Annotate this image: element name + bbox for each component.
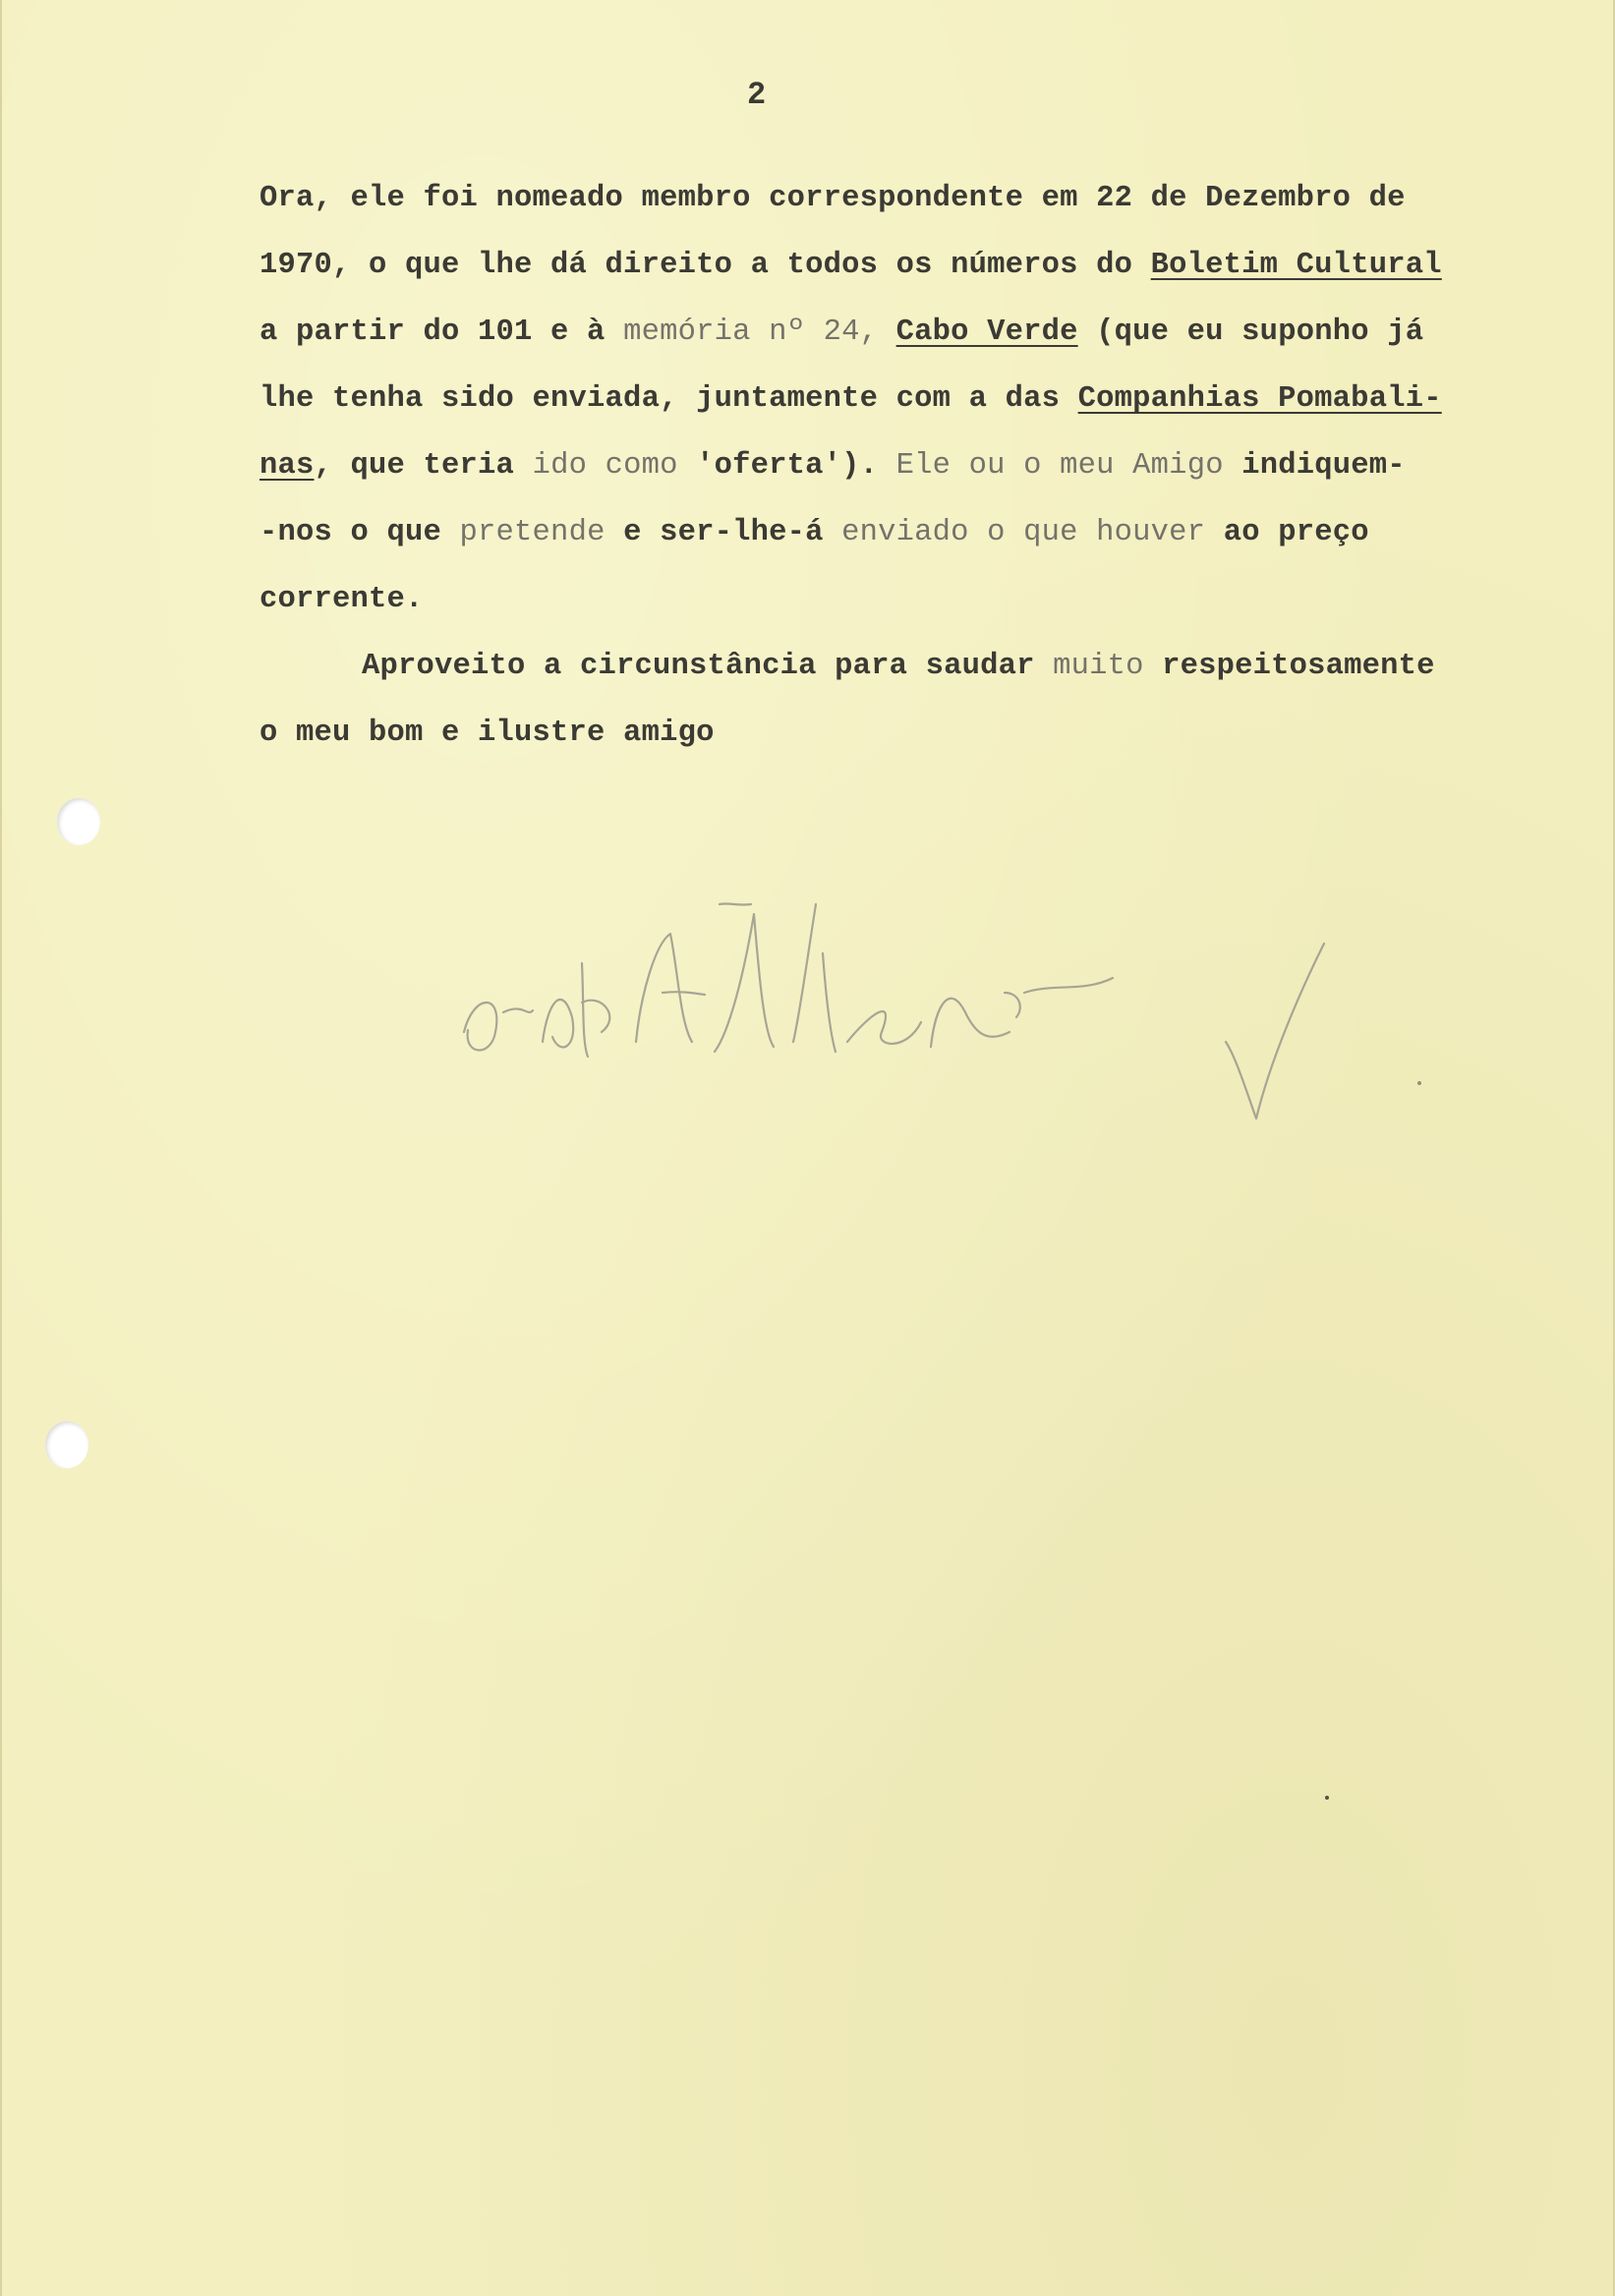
- text-line: [260, 165, 1537, 232]
- text-segment: enviado o que houver: [841, 516, 1206, 549]
- punch-hole: [57, 798, 100, 845]
- text-line: [260, 299, 1537, 366]
- text-segment: memória nº 24,: [623, 316, 879, 349]
- text-segment: o meu bom e ilustre amigo: [260, 717, 715, 750]
- text-segment: a partir do 101 e à: [260, 316, 624, 349]
- text-line: [260, 633, 1537, 700]
- text-segment: corrente.: [260, 583, 424, 616]
- text-segment: 1970, o que lhe dá direito a todos os números do: [260, 249, 1151, 282]
- text-segment: (que eu suponho já: [1077, 316, 1424, 349]
- text-line: [260, 499, 1537, 566]
- text-segment: pretende: [459, 516, 606, 549]
- underlined-title: Companhias Pomabali-: [1077, 382, 1442, 416]
- underlined-title: Boletim Cultural: [1150, 249, 1442, 282]
- text-segment: 'oferta').: [677, 449, 896, 483]
- text-line: [260, 566, 1537, 633]
- text-segment: ido como: [532, 449, 678, 483]
- text-line: [260, 432, 1537, 499]
- text-line: [260, 700, 1537, 767]
- text-segment: e ser-lhe-á: [605, 516, 842, 549]
- punch-hole: [45, 1421, 88, 1468]
- ink-speck: [1325, 1796, 1329, 1800]
- handwritten-signature: [434, 845, 1427, 1140]
- text-line: [260, 366, 1537, 432]
- text-segment: Ele ou o meu Amigo: [895, 449, 1224, 483]
- text-line: [260, 232, 1537, 299]
- ink-speck: [1417, 1081, 1421, 1085]
- text-segment: , que teria: [314, 449, 533, 483]
- text-segment: -nos o que: [260, 516, 460, 549]
- page-number: 2: [747, 77, 767, 113]
- underlined-title: nas: [260, 449, 315, 483]
- letter-body: [260, 165, 1537, 767]
- text-segment: lhe tenha sido enviada, juntamente com a das: [260, 382, 1078, 416]
- underlined-title: Cabo Verde: [895, 316, 1078, 349]
- text-segment: ao preço: [1205, 516, 1369, 549]
- text-segment: respeitosamente: [1143, 650, 1435, 683]
- text-segment: Ora, ele foi nomeado membro correspondente em 22 de Dezembro de: [260, 182, 1406, 215]
- text-segment: muito: [1053, 650, 1144, 683]
- text-segment: indiquem-: [1223, 449, 1406, 483]
- text-segment: [878, 316, 896, 349]
- text-segment: Aproveito a circunstância para saudar: [362, 650, 1054, 683]
